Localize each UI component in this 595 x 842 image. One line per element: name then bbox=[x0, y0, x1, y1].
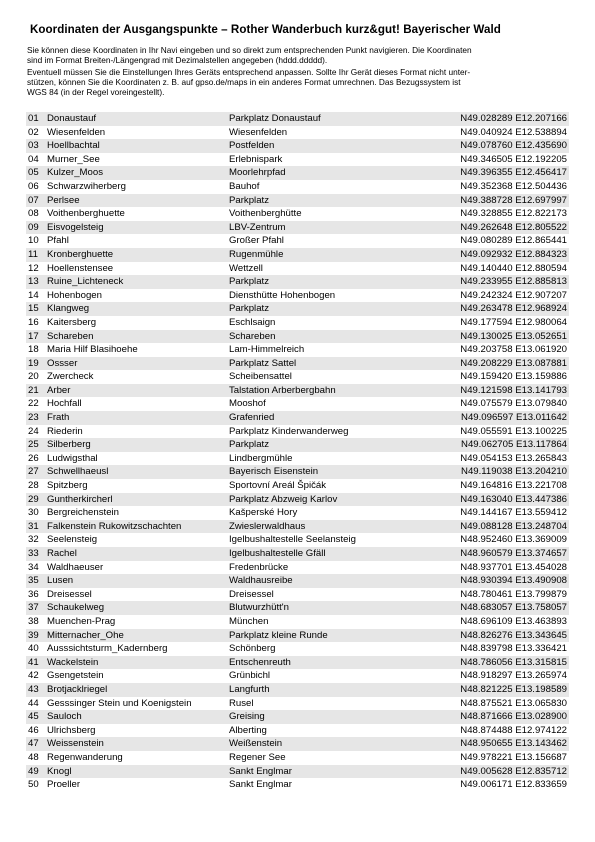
row-number: 01 bbox=[28, 113, 39, 124]
table-row bbox=[26, 710, 569, 724]
route-name: Ruine_Lichteneck bbox=[47, 276, 124, 288]
table-row bbox=[26, 370, 569, 384]
row-number: 19 bbox=[28, 357, 39, 369]
start-point: Alberting bbox=[229, 724, 267, 736]
start-point: Lindbergmühle bbox=[229, 452, 293, 464]
route-name: Dreisessel bbox=[47, 588, 92, 600]
route-name: Kronberghuette bbox=[47, 248, 114, 260]
coordinates: N49.006171 E12.833659 bbox=[460, 779, 567, 791]
start-point: Sankt Englmar bbox=[229, 779, 292, 791]
coordinates: N49.263478 E12.968924 bbox=[460, 303, 567, 315]
table-row bbox=[26, 697, 569, 711]
coordinates: N49.203758 E13.061920 bbox=[460, 344, 567, 356]
route-name: Voithenberghuette bbox=[47, 208, 125, 220]
row-number: 48 bbox=[28, 751, 39, 763]
route-name: Mitternacher_Ohe bbox=[47, 629, 124, 641]
coordinates: N49.121598 E13.141793 bbox=[460, 384, 567, 396]
row-number: 30 bbox=[28, 507, 39, 519]
coordinates: N49.177594 E12.980064 bbox=[460, 316, 567, 328]
start-point: Rugenmühle bbox=[229, 248, 284, 260]
coordinates: N49.396355 E12.456417 bbox=[460, 167, 567, 179]
table-row bbox=[26, 221, 569, 235]
coordinates: N48.918297 E13.265974 bbox=[460, 670, 567, 682]
start-point: Parkplatz bbox=[229, 303, 269, 315]
start-point: Parkplatz bbox=[229, 276, 269, 288]
table-row bbox=[26, 262, 569, 276]
table-row bbox=[26, 465, 569, 479]
row-number: 41 bbox=[28, 656, 39, 668]
table-row bbox=[26, 139, 569, 153]
route-name: Donaustauf bbox=[47, 113, 97, 124]
coordinates: N49.075579 E13.079840 bbox=[460, 398, 567, 410]
table-row bbox=[26, 479, 569, 493]
route-name: Falkenstein Rukowitzschachten bbox=[47, 520, 182, 532]
table-row bbox=[26, 737, 569, 751]
table-row bbox=[26, 384, 569, 398]
coordinates: N49.328855 E12.822173 bbox=[460, 208, 567, 220]
route-name: Kulzer_Moos bbox=[47, 167, 103, 179]
start-point: Parkplatz Donaustauf bbox=[229, 113, 321, 124]
table-row bbox=[26, 506, 569, 520]
table-row bbox=[26, 724, 569, 738]
route-name: Gesssinger Stein und Koenigstein bbox=[47, 697, 192, 709]
route-name: Bergreichenstein bbox=[47, 507, 119, 519]
coordinates-table bbox=[26, 112, 569, 792]
route-name: Ulrichsberg bbox=[47, 724, 96, 736]
row-number: 21 bbox=[28, 384, 39, 396]
start-point: Parkplatz bbox=[229, 194, 269, 206]
table-row bbox=[26, 275, 569, 289]
start-point: Greising bbox=[229, 711, 265, 723]
row-number: 18 bbox=[28, 344, 39, 356]
coordinates: N49.388728 E12.697997 bbox=[460, 194, 567, 206]
row-number: 32 bbox=[28, 534, 39, 546]
start-point: Lam-Himmelreich bbox=[229, 344, 305, 356]
route-name: Eisvogelsteig bbox=[47, 221, 104, 233]
route-name: Sauloch bbox=[47, 711, 82, 723]
start-point: Diensthütte Hohenbogen bbox=[229, 289, 336, 301]
row-number: 15 bbox=[28, 303, 39, 315]
coordinates: N49.092932 E12.884323 bbox=[460, 248, 567, 260]
table-row bbox=[26, 330, 569, 344]
route-name: Ludwigsthal bbox=[47, 452, 98, 464]
table-row bbox=[26, 520, 569, 534]
route-name: Schwarzwiherberg bbox=[47, 180, 126, 192]
route-name: Hochfall bbox=[47, 398, 82, 410]
route-name: Ossser bbox=[47, 357, 78, 369]
coordinates: N49.140440 E12.880594 bbox=[460, 262, 567, 274]
row-number: 28 bbox=[28, 480, 39, 492]
coordinates: N48.839798 E13.336421 bbox=[460, 643, 567, 655]
table-row bbox=[26, 425, 569, 439]
coordinates: N49.119038 E13.204210 bbox=[461, 466, 567, 478]
route-name: Regenwanderung bbox=[47, 751, 123, 763]
page-title: Koordinaten der Ausgangspunkte – Rother Wanderbuch kurz&gut! Bayerischer Wald bbox=[30, 23, 501, 36]
route-name: Perlsee bbox=[47, 194, 80, 206]
row-number: 05 bbox=[28, 167, 39, 179]
coordinates: N48.874488 E12.974122 bbox=[460, 724, 567, 736]
route-name: Seelensteig bbox=[47, 534, 98, 546]
route-name: Proeller bbox=[47, 779, 81, 791]
row-number: 40 bbox=[28, 643, 39, 655]
row-number: 45 bbox=[28, 711, 39, 723]
table-row bbox=[26, 289, 569, 303]
table-row bbox=[26, 561, 569, 575]
coordinates: N49.208229 E13.087881 bbox=[460, 357, 567, 369]
coordinates: N48.875521 E13.065830 bbox=[460, 697, 567, 709]
table-row bbox=[26, 234, 569, 248]
coordinates: N48.871666 E13.028900 bbox=[460, 711, 567, 723]
start-point: Voithenberghütte bbox=[229, 208, 302, 220]
route-name: Riederin bbox=[47, 425, 83, 437]
route-name: Hoellenstensee bbox=[47, 262, 114, 274]
coordinates: N49.346505 E12.192205 bbox=[460, 153, 567, 165]
start-point: Parkplatz kleine Runde bbox=[229, 629, 328, 641]
coordinates: N48.683057 E13.758057 bbox=[460, 602, 567, 614]
route-name: Murner_See bbox=[47, 153, 100, 165]
coordinates: N48.937701 E13.454028 bbox=[460, 561, 567, 573]
table-row bbox=[26, 112, 569, 126]
table-row bbox=[26, 547, 569, 561]
start-point: Blutwurzhütt'n bbox=[229, 602, 289, 614]
table-row bbox=[26, 153, 569, 167]
row-number: 44 bbox=[28, 697, 39, 709]
route-name: Pfahl bbox=[47, 235, 69, 247]
coordinates: N49.159420 E13.159886 bbox=[460, 371, 567, 383]
coordinates: N49.080289 E12.865441 bbox=[460, 235, 567, 247]
start-point: Zwieslerwaldhaus bbox=[229, 520, 306, 532]
row-number: 06 bbox=[28, 180, 39, 192]
row-number: 27 bbox=[28, 466, 39, 478]
row-number: 20 bbox=[28, 371, 39, 383]
table-row bbox=[26, 180, 569, 194]
table-row bbox=[26, 601, 569, 615]
row-number: 16 bbox=[28, 316, 39, 328]
route-name: Schareben bbox=[47, 330, 94, 342]
coordinates: N48.950655 E13.143462 bbox=[460, 738, 567, 750]
row-number: 38 bbox=[28, 615, 39, 627]
coordinates: N49.028289 E12.207166 bbox=[460, 113, 567, 124]
start-point: Grafenried bbox=[229, 412, 275, 424]
row-number: 29 bbox=[28, 493, 39, 505]
table-row bbox=[26, 452, 569, 466]
row-number: 08 bbox=[28, 208, 39, 220]
coordinates: N49.163040 E13.447386 bbox=[460, 493, 567, 505]
table-row bbox=[26, 778, 569, 792]
intro-text-line: sind im Format Breiten-/Längengrad mit Dezimalstellen angegeben (hddd.ddddd). bbox=[27, 55, 328, 65]
route-name: Waldhaeuser bbox=[47, 561, 104, 573]
table-row bbox=[26, 316, 569, 330]
table-row bbox=[26, 343, 569, 357]
start-point: Rusel bbox=[229, 697, 254, 709]
row-number: 47 bbox=[28, 738, 39, 750]
row-number: 09 bbox=[28, 221, 39, 233]
row-number: 13 bbox=[28, 276, 39, 288]
coordinates: N49.233955 E12.885813 bbox=[460, 276, 567, 288]
start-point: Postfelden bbox=[229, 140, 275, 152]
route-name: Knogl bbox=[47, 765, 72, 777]
row-number: 22 bbox=[28, 398, 39, 410]
start-point: Dreisessel bbox=[229, 588, 274, 600]
row-number: 24 bbox=[28, 425, 39, 437]
coordinates: N49.062705 E13.117864 bbox=[461, 439, 567, 451]
coordinates: N48.930394 E13.490908 bbox=[460, 575, 567, 587]
row-number: 25 bbox=[28, 439, 39, 451]
route-name: Gsengetstein bbox=[47, 670, 104, 682]
start-point: Parkplatz Abzweig Karlov bbox=[229, 493, 338, 505]
start-point: Weißenstein bbox=[229, 738, 283, 750]
start-point: Grünbichl bbox=[229, 670, 271, 682]
coordinates: N49.078760 E12.435690 bbox=[460, 140, 567, 152]
coordinates: N49.040924 E12.538894 bbox=[460, 126, 567, 138]
table-row bbox=[26, 166, 569, 180]
table-row bbox=[26, 751, 569, 765]
start-point: Wiesenfelden bbox=[229, 126, 288, 138]
start-point: München bbox=[229, 615, 269, 627]
route-name: Maria Hilf Blasihoehe bbox=[47, 344, 138, 356]
coordinates: N49.096597 E13.011642 bbox=[461, 412, 567, 424]
intro-text-line: Eventuell müssen Sie die Einstellungen Ihres Geräts entsprechend anpassen. Sollte Ihr Gerät dieses Format nicht unter- bbox=[27, 67, 471, 77]
row-number: 36 bbox=[28, 588, 39, 600]
start-point: Großer Pfahl bbox=[229, 235, 284, 247]
table-row bbox=[26, 656, 569, 670]
route-name: Zwercheck bbox=[47, 371, 94, 383]
start-point: Regener See bbox=[229, 751, 286, 763]
table-row bbox=[26, 765, 569, 779]
start-point: Bauhof bbox=[229, 180, 260, 192]
table-row bbox=[26, 357, 569, 371]
route-name: Schaukelweg bbox=[47, 602, 105, 614]
route-name: Brotjacklriegel bbox=[47, 683, 108, 695]
start-point: Moorlehrpfad bbox=[229, 167, 286, 179]
table-row bbox=[26, 411, 569, 425]
row-number: 11 bbox=[28, 248, 38, 260]
coordinates: N49.164816 E13.221708 bbox=[460, 480, 567, 492]
coordinates: N49.055591 E13.100225 bbox=[460, 425, 567, 437]
row-number: 02 bbox=[28, 126, 39, 138]
table-row bbox=[26, 438, 569, 452]
intro-text-line: Sie können diese Koordinaten in Ihr Navi eingeben und so direkt zum entsprechenden Punkt navigieren. Die Koordinaten bbox=[27, 45, 472, 55]
row-number: 42 bbox=[28, 670, 39, 682]
route-name: Guntherkircherl bbox=[47, 493, 113, 505]
start-point: Mooshof bbox=[229, 398, 266, 410]
table-row bbox=[26, 615, 569, 629]
start-point: LBV-Zentrum bbox=[229, 221, 286, 233]
start-point: Parkplatz Sattel bbox=[229, 357, 297, 369]
row-number: 23 bbox=[28, 412, 39, 424]
row-number: 12 bbox=[28, 262, 39, 274]
route-name: Rachel bbox=[47, 548, 77, 559]
start-point: Entschenreuth bbox=[229, 656, 291, 668]
coordinates: N49.130025 E13.052651 bbox=[460, 330, 567, 342]
route-name: Frath bbox=[47, 412, 70, 424]
table-row bbox=[26, 302, 569, 316]
row-number: 07 bbox=[28, 194, 39, 206]
start-point: Fredenbrücke bbox=[229, 561, 289, 573]
start-point: Igelbushaltestelle Gfäll bbox=[229, 548, 326, 559]
row-number: 34 bbox=[28, 561, 39, 573]
route-name: Klangweg bbox=[47, 303, 90, 315]
start-point: Schareben bbox=[229, 330, 276, 342]
start-point: Wettzell bbox=[229, 262, 263, 274]
start-point: Langfurth bbox=[229, 683, 270, 695]
start-point: Schönberg bbox=[229, 643, 276, 655]
table-row bbox=[26, 248, 569, 262]
start-point: Bayerisch Eisenstein bbox=[229, 466, 319, 478]
coordinates: N48.826276 E13.343645 bbox=[460, 629, 567, 641]
start-point: Parkplatz Kinderwanderweg bbox=[229, 425, 349, 437]
route-name: Spitzberg bbox=[47, 480, 88, 492]
table-row bbox=[26, 533, 569, 547]
route-name: Weissenstein bbox=[47, 738, 104, 750]
coordinates: N48.960579 E13.374657 bbox=[460, 548, 567, 559]
row-number: 31 bbox=[28, 520, 39, 532]
table-row bbox=[26, 126, 569, 140]
route-name: Wackelstein bbox=[47, 656, 99, 668]
route-name: Hohenbogen bbox=[47, 289, 102, 301]
intro-text-line: stützen, können Sie die Koordinaten z. B. auf gpso.de/maps in ein anderes Format umrechnen. Das Bezugssystem ist bbox=[27, 77, 461, 87]
coordinates: N49.978221 E13.156687 bbox=[460, 751, 567, 763]
row-number: 10 bbox=[28, 235, 39, 247]
start-point: Waldhausreibe bbox=[229, 575, 293, 587]
route-name: Wiesenfelden bbox=[47, 126, 106, 138]
table-row bbox=[26, 642, 569, 656]
route-name: Lusen bbox=[47, 575, 74, 587]
coordinates: N49.088128 E13.248704 bbox=[460, 520, 567, 532]
start-point: Erlebnispark bbox=[229, 153, 283, 165]
table-row bbox=[26, 669, 569, 683]
start-point: Scheibensattel bbox=[229, 371, 292, 383]
row-number: 37 bbox=[28, 602, 39, 614]
start-point: Igelbushaltestelle Seelansteig bbox=[229, 534, 356, 546]
route-name: Silberberg bbox=[47, 439, 91, 451]
coordinates: N48.952460 E13.369009 bbox=[460, 534, 567, 546]
coordinates: N49.144167 E13.559412 bbox=[460, 507, 567, 519]
start-point: Talstation Arberbergbahn bbox=[229, 384, 336, 396]
route-name: Hoellbachtal bbox=[47, 140, 100, 152]
row-number: 03 bbox=[28, 140, 39, 152]
row-number: 26 bbox=[28, 452, 39, 464]
route-name: Muenchen-Prag bbox=[47, 615, 116, 627]
start-point: Parkplatz bbox=[229, 439, 269, 451]
coordinates: N49.054153 E13.265843 bbox=[460, 452, 567, 464]
row-number: 43 bbox=[28, 683, 39, 695]
route-name: Ausssichtsturm_Kadernberg bbox=[47, 643, 168, 655]
coordinates: N49.242324 E12.907207 bbox=[460, 289, 567, 301]
row-number: 49 bbox=[28, 765, 39, 777]
table-row bbox=[26, 588, 569, 602]
coordinates: N48.821225 E13.198589 bbox=[460, 683, 567, 695]
row-number: 35 bbox=[28, 575, 39, 587]
row-number: 14 bbox=[28, 289, 39, 301]
table-row bbox=[26, 194, 569, 208]
intro-text-line: WGS 84 (in der Regel voreingestellt). bbox=[27, 87, 165, 97]
row-number: 50 bbox=[28, 779, 39, 791]
route-name: Arber bbox=[47, 384, 71, 396]
coordinates: N49.262648 E12.805522 bbox=[460, 221, 567, 233]
row-number: 39 bbox=[28, 629, 39, 641]
coordinates: N48.780461 E13.799879 bbox=[460, 588, 567, 600]
table-row bbox=[26, 683, 569, 697]
row-number: 17 bbox=[28, 330, 39, 342]
table-row bbox=[26, 629, 569, 643]
coordinates: N48.786056 E13.315815 bbox=[460, 656, 567, 668]
row-number: 46 bbox=[28, 724, 39, 736]
start-point: Sportovní Areál Špičák bbox=[229, 480, 327, 492]
row-number: 04 bbox=[28, 153, 39, 165]
coordinates: N48.696109 E13.463893 bbox=[460, 615, 567, 627]
row-number: 33 bbox=[28, 548, 39, 559]
table-row bbox=[26, 493, 569, 507]
coordinates: N49.352368 E12.504436 bbox=[460, 180, 567, 192]
table-row bbox=[26, 397, 569, 411]
route-name: Kaitersberg bbox=[47, 316, 97, 328]
start-point: Sankt Englmar bbox=[229, 765, 292, 777]
table-row bbox=[26, 207, 569, 221]
coordinates: N49.005628 E12.835712 bbox=[460, 765, 567, 777]
table-row bbox=[26, 574, 569, 588]
start-point: Kašperské Hory bbox=[229, 507, 298, 519]
route-name: Schwellhaeusl bbox=[47, 466, 109, 478]
start-point: Eschlsaign bbox=[229, 316, 276, 328]
